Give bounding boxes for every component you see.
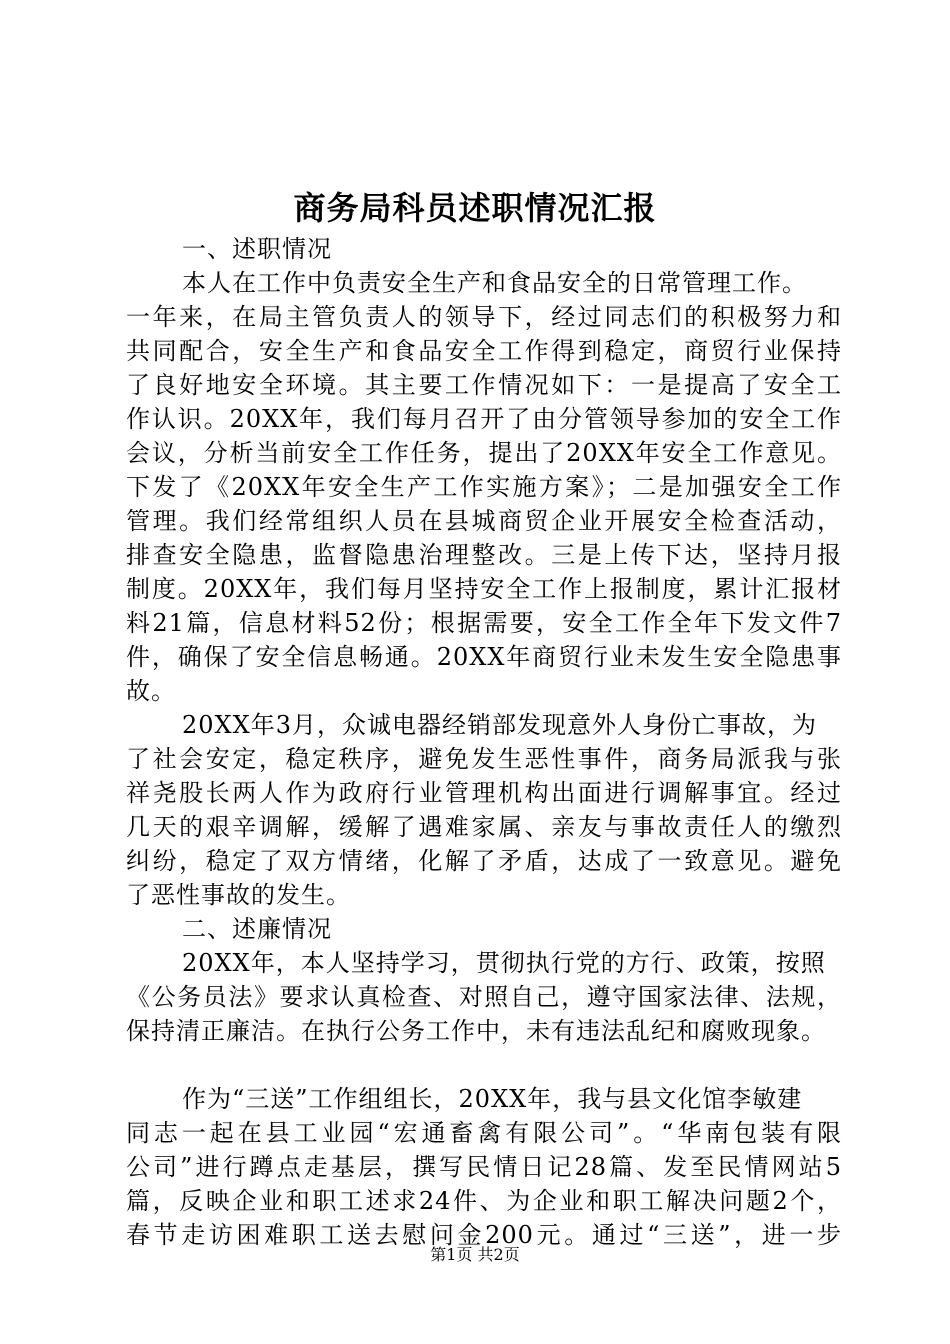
- paragraph-line: 作为“三送”工作组组长，20XX年，我与县文化馆李敏建: [182, 1085, 803, 1113]
- paragraph-line: 料21篇，信息材料52份；根据需要，安全工作全年下发文件7: [126, 609, 842, 637]
- paragraph-line: 《公务员法》要求认真检查、对照自己，遵守国家法律、法规，: [126, 983, 842, 1011]
- paragraph-line: 春节走访困难职工送去慰问金200元。通过“三送”，进一步: [126, 1221, 842, 1249]
- paragraph-line: 制度。20XX年，我们每月坚持安全工作上报制度，累计汇报材: [126, 575, 842, 603]
- paragraph-line: 排查安全隐患，监督隐患治理整改。三是上传下达，坚持月报: [126, 541, 842, 569]
- paragraph-line: 会议，分析当前安全工作任务，提出了20XX年安全工作意见。: [126, 439, 842, 467]
- paragraph-line: 纠纷，稳定了双方情绪，化解了矛盾，达成了一致意见。避免: [126, 847, 842, 875]
- paragraph-line: 20XX年，本人坚持学习，贯彻执行党的方行、政策，按照: [182, 949, 826, 977]
- blank-line: [126, 1048, 842, 1082]
- paragraph-line: 公司”进行蹲点走基层，撰写民情日记28篇、发至民情网站5: [126, 1153, 842, 1181]
- paragraph-line: 几天的艰辛调解，缓解了遇难家属、亲友与事故责任人的缴烈: [126, 813, 842, 841]
- section-heading: 一、述职情况: [182, 235, 332, 263]
- paragraph-line: 同志一起在县工业园“宏通畜禽有限公司”。“华南包装有限: [126, 1119, 842, 1147]
- document-body: [126, 232, 842, 1252]
- paragraph-line: 20XX年3月，众诚电器经销部发现意外人身份亡事故，为: [182, 711, 817, 739]
- paragraph-line: 件，确保了安全信息畅通。20XX年商贸行业未发生安全隐患事: [126, 643, 842, 671]
- paragraph-line: 下发了《20XX年安全生产工作实施方案》；二是加强安全工作: [126, 473, 842, 501]
- document-title: 商务局科员述职情况汇报: [293, 189, 657, 227]
- page-footer: 第1页 共2页: [430, 1245, 520, 1264]
- paragraph-line: 管理。我们经常组织人员在县城商贸企业开展安全检查活动，: [126, 507, 842, 535]
- paragraph-line: 故。: [126, 677, 176, 705]
- paragraph-line: 共同配合，安全生产和食品安全工作得到稳定，商贸行业保持: [126, 337, 842, 365]
- paragraph-line: 保持清正廉洁。在执行公务工作中，未有违法乱纪和腐败现象。: [126, 1017, 826, 1045]
- paragraph-line: 篇，反映企业和职工述求24件、为企业和职工解决问题2个，: [126, 1187, 842, 1215]
- section-heading: 二、述廉情况: [182, 915, 332, 943]
- paragraph-line: 作认识。20XX年，我们每月召开了由分管领导参加的安全工作: [126, 405, 842, 433]
- paragraph-line: 了社会安定，稳定秩序，避免发生恶性事件，商务局派我与张: [126, 745, 842, 773]
- paragraph-line: 了良好地安全环境。其主要工作情况如下：一是提高了安全工: [126, 371, 842, 399]
- paragraph-line: 一年来，在局主管负责人的领导下，经过同志们的积极努力和: [126, 303, 842, 331]
- paragraph-line: 了恶性事故的发生。: [126, 881, 351, 909]
- paragraph-line: 祥尧股长两人作为政府行业管理机构出面进行调解事宜。经过: [126, 779, 842, 807]
- paragraph-line: 本人在工作中负责安全生产和食品安全的日常管理工作。: [182, 269, 807, 297]
